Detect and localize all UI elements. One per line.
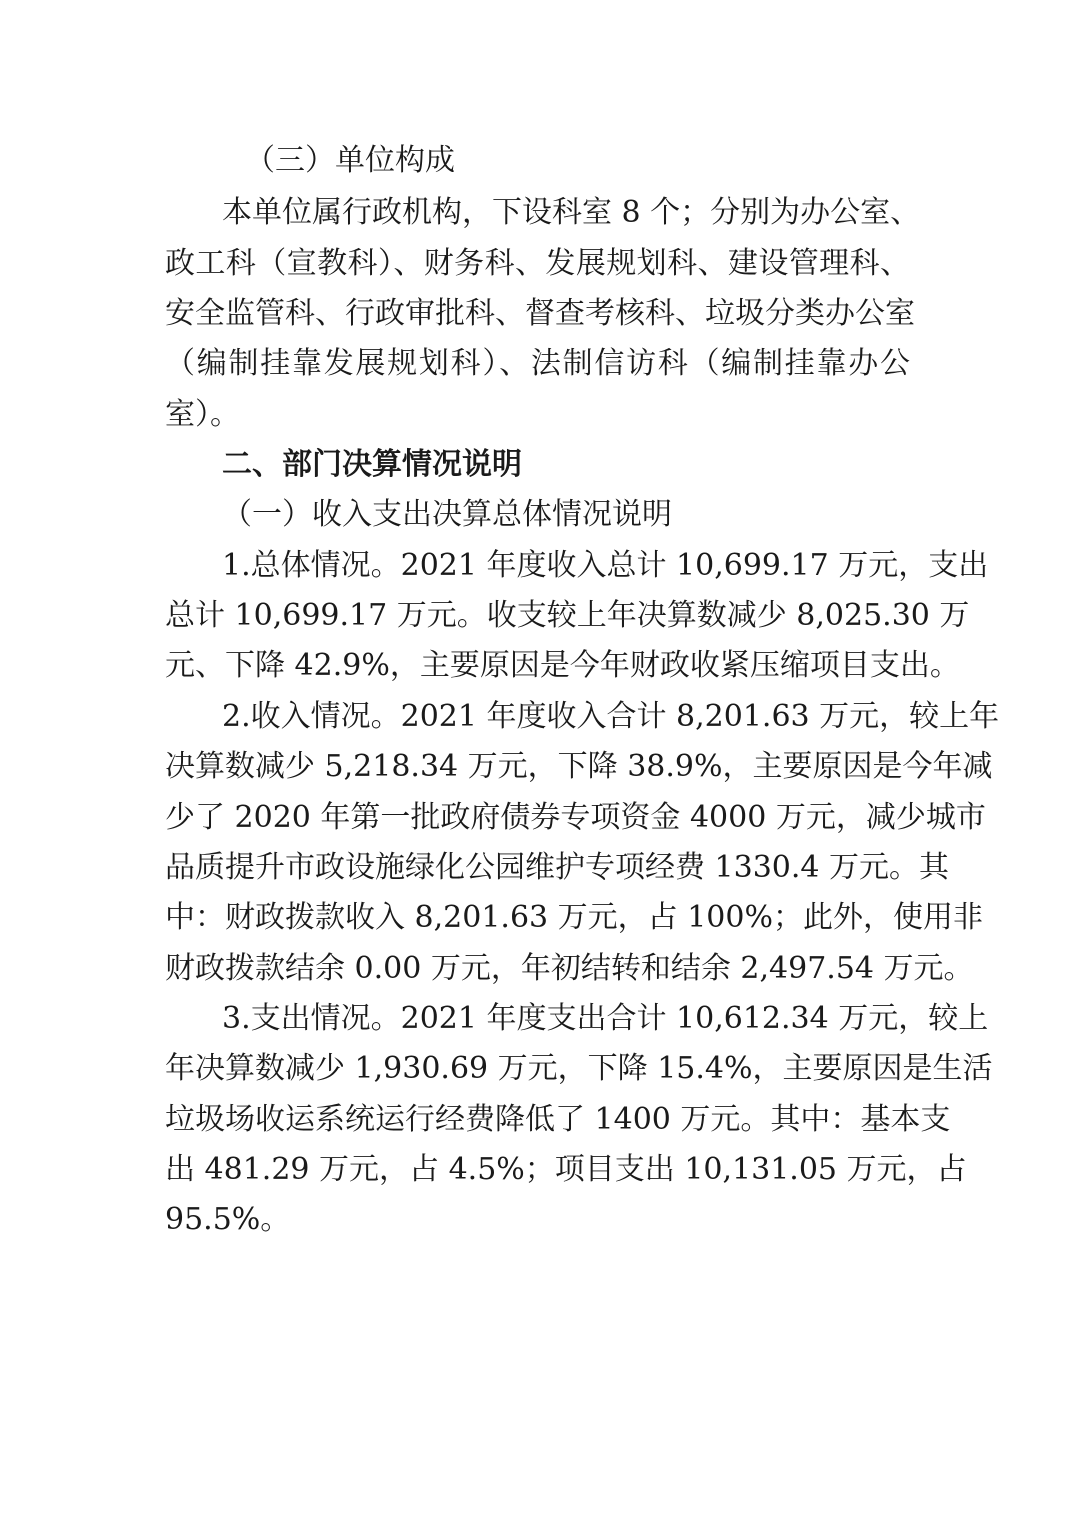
section3-para-line-1: 本单位属行政机构，下设科室 8 个；分别为办公室、	[222, 195, 921, 230]
item2-line-5: 中：财政拨款收入 8,201.63 万元，占 100%；此外，使用非	[165, 900, 983, 935]
item2-line-4: 品质提升市政设施绿化公园维护专项经费 1330.4 万元。其	[165, 850, 950, 885]
item3-line-5: 95.5%。	[165, 1202, 291, 1237]
part2-sub1-heading: （一）收入支出决算总体情况说明	[222, 497, 672, 532]
part2-heading: 二、部门决算情况说明	[222, 447, 522, 482]
item2-line-3: 少了 2020 年第一批政府债券专项资金 4000 万元，减少城市	[165, 800, 986, 835]
item3-line-1: 3.支出情况。2021 年度支出合计 10,612.34 万元，较上	[222, 1001, 989, 1036]
item1-line-1: 1.总体情况。2021 年度收入总计 10,699.17 万元，支出	[222, 548, 989, 583]
section3-para-line-5: 室）。	[165, 397, 240, 432]
item3-line-3: 垃圾场收运系统运行经费降低了 1400 万元。其中：基本支	[165, 1102, 951, 1137]
item2-line-6: 财政拨款结余 0.00 万元，年初结转和结余 2,497.54 万元。	[165, 951, 974, 986]
item3-line-4: 出 481.29 万元，占 4.5%；项目支出 10,131.05 万元，占	[165, 1152, 967, 1187]
item2-line-1: 2.收入情况。2021 年度收入合计 8,201.63 万元，较上年	[222, 699, 1000, 734]
section3-para-line-2: 政工科（宣教科）、财务科、发展规划科、建设管理科、	[165, 246, 910, 281]
item3-line-2: 年决算数减少 1,930.69 万元，下降 15.4%，主要原因是生活	[165, 1051, 993, 1086]
section3-para-line-4: （编制挂靠发展规划科）、法制信访科（编制挂靠办公	[165, 346, 910, 381]
item1-line-3: 元、下降 42.9%，主要原因是今年财政收紧压缩项目支出。	[165, 648, 960, 683]
section3-para-line-3: 安全监管科、行政审批科、督查考核科、垃圾分类办公室	[165, 296, 915, 331]
item1-line-2: 总计 10,699.17 万元。收支较上年决算数减少 8,025.30 万	[165, 598, 970, 633]
section3-heading: （三）单位构成	[245, 143, 455, 178]
item2-line-2: 决算数减少 5,218.34 万元，下降 38.9%，主要原因是今年减	[165, 749, 993, 784]
